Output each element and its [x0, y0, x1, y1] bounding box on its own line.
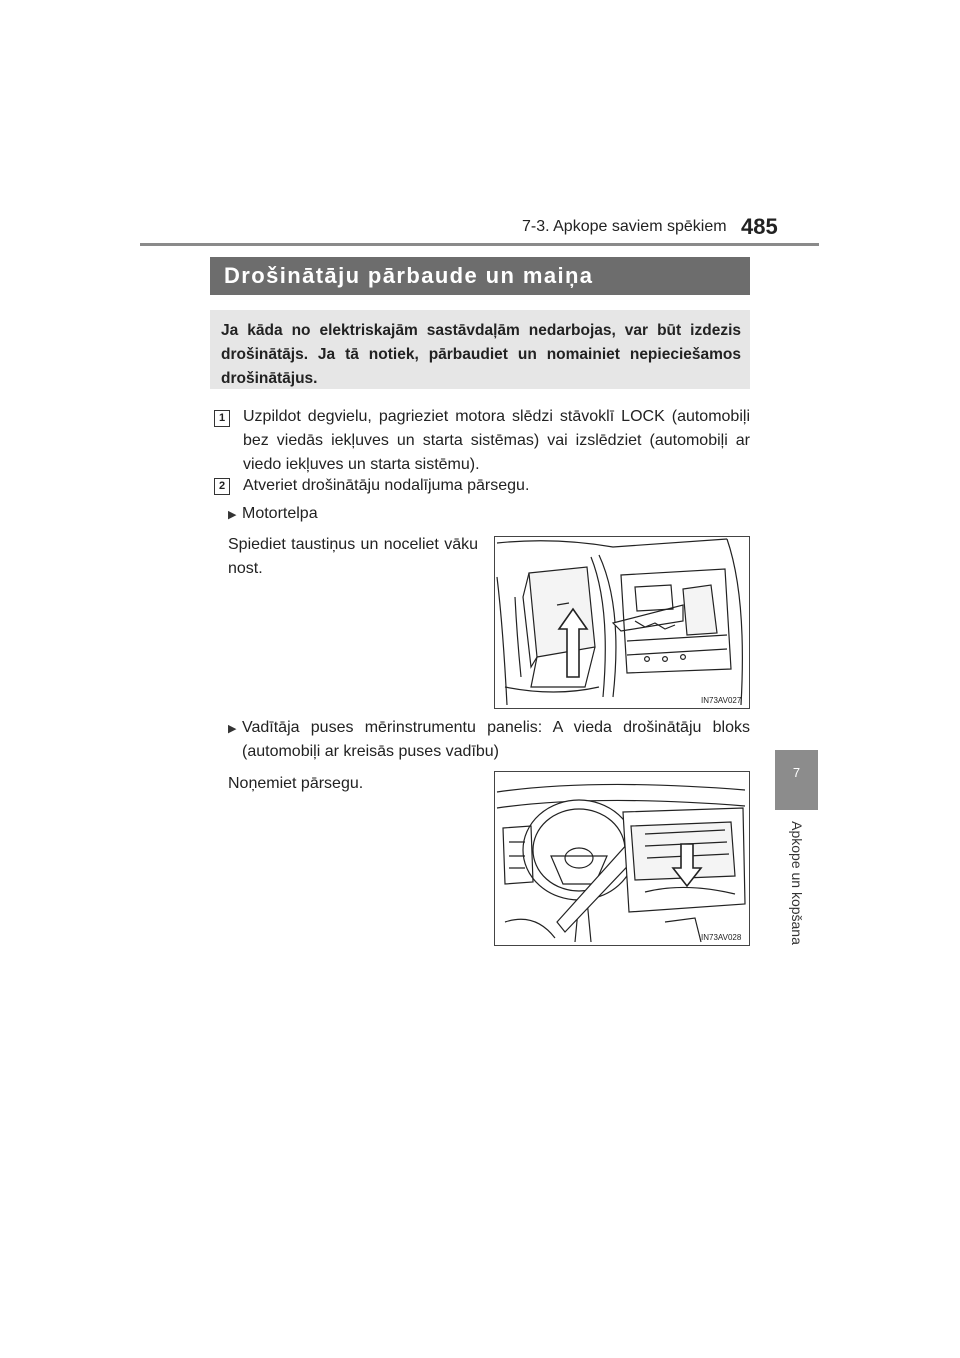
chapter-side-label: [774, 818, 820, 948]
step-badge-2: 2: [214, 478, 230, 495]
step-text-2: Atveriet drošinātāju nodalījuma pārsegu.: [243, 477, 530, 494]
header-divider: [140, 243, 819, 246]
triangle-right-icon: ▶: [228, 723, 237, 735]
intro-box: Ja kāda no elektriskajām sastāvdaļām nedarbojas, var būt izdezis drošinātājs. Ja tā notiek, pārbaudiet un nomainiet nepieciešamos drošinātājus.: [210, 310, 750, 389]
page-number: 485: [741, 214, 778, 239]
step-text-1: Uzpildot degvielu, pagrieziet motora slēdzi stāvoklī LOCK (automobiļi bez viedās iekļuves un starta sistēmas) vai izslēdziet (automobiļi ar viedo iekļuves un starta sistēmu).: [243, 408, 750, 473]
engine-bay-drawing: [495, 537, 749, 708]
subitem-label-2: Vadītāja puses mērinstrumentu panelis: A vieda drošinātāju bloks (automobiļi ar kreisās puses vadību): [242, 719, 750, 760]
subitem-instruction-2: Noņemiet pārsegu.: [228, 775, 364, 792]
section-title: 7-3. Apkope saviem spēkiem: [522, 218, 727, 235]
figure-code-2: IN73AV028: [701, 933, 742, 942]
engine-fuse-box-illustration: [494, 536, 750, 709]
chapter-title: Apkope un kopšana: [789, 821, 805, 945]
dashboard-drawing: [495, 772, 749, 945]
figure-code-1: IN73AV027: [701, 696, 742, 705]
step-badge-1: 1: [214, 410, 230, 427]
subitem-label-1: Motortelpa: [242, 505, 318, 522]
subitem-instruction-1: Spiediet taustiņus un noceliet vāku nost.: [228, 536, 478, 577]
dashboard-fuse-box-illustration: [494, 771, 750, 946]
triangle-right-icon: ▶: [228, 509, 237, 521]
chapter-tab: [775, 750, 818, 810]
chapter-number: 7: [792, 765, 801, 780]
page-title: Drošinātāju pārbaude un maiņa: [210, 257, 750, 295]
